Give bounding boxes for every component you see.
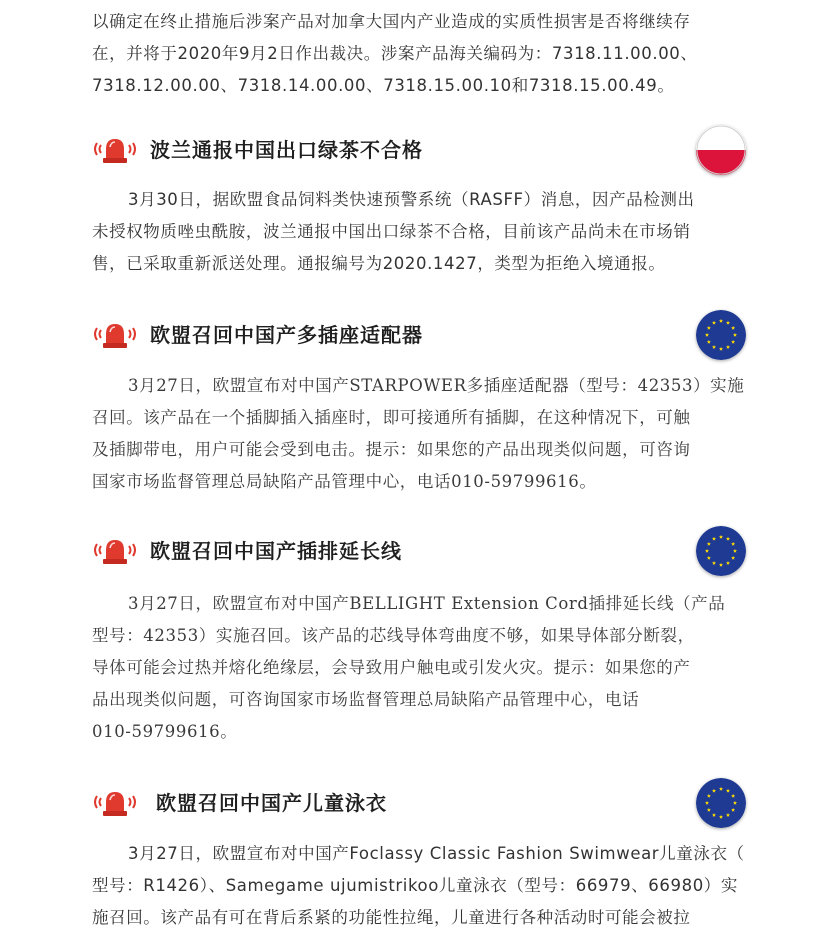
eu-flag-icon (696, 526, 746, 576)
body-line: 品出现类似问题，可咨询国家市场监督管理总局缺陷产品管理中心，电话 (92, 690, 640, 709)
intro-line: 以确定在终止措施后涉案产品对加拿大国内产业造成的实质性损害是否将继续存 (92, 12, 691, 31)
section-body-eu-swimwear (92, 838, 748, 934)
alarm-icon (92, 133, 138, 165)
body-line: 施召回。该产品有可在背后系紧的功能性拉绳，儿童进行各种活动时可能会被拉 (92, 908, 691, 927)
section-title: 欧盟召回中国产插排延长线 (150, 539, 402, 563)
section-body-eu-extension-cord (92, 588, 748, 748)
body-line: 型号：R1426）、Samegame ujumistrikoo儿童泳衣（型号：66979、66980）实 (92, 876, 738, 895)
section-header-eu-extension-cord (92, 526, 752, 576)
body-line: 导体可能会过热并熔化绝缘层，会导致用户触电或引发火灾。提示：如果您的产 (92, 658, 691, 677)
body-line: 3月27日，欧盟宣布对中国产BELLIGHT Extension Cord插排延长线（产品 (128, 594, 726, 613)
body-line: 3月27日，欧盟宣布对中国产STARPOWER多插座适配器（型号：42353）实施 (128, 376, 745, 395)
intro-line: 7318.12.00.00、7318.14.00.00、7318.15.00.10和7318.15.00.49。 (92, 76, 675, 95)
poland-flag-icon (696, 125, 746, 175)
section-title: 波兰通报中国出口绿茶不合格 (150, 138, 423, 162)
section-title: 欧盟召回中国产多插座适配器 (150, 323, 423, 347)
section-header-poland-tea (92, 125, 752, 175)
body-line: 未授权物质唑虫酰胺，波兰通报中国出口绿茶不合格，目前该产品尚未在市场销 (92, 222, 691, 241)
intro-paragraph (92, 6, 748, 102)
section-body-poland-tea (92, 184, 748, 280)
alarm-icon (92, 786, 138, 818)
body-line: 3月30日，据欧盟食品饲料类快速预警系统（RASFF）消息，因产品检测出 (128, 190, 695, 209)
alarm-icon (92, 534, 138, 566)
section-body-eu-adapter (92, 370, 748, 498)
body-line: 召回。该产品在一个插脚插入插座时，即可接通所有插脚，在这种情况下，可触 (92, 408, 691, 427)
body-line: 型号：42353）实施召回。该产品的芯线导体弯曲度不够，如果导体部分断裂， (92, 626, 695, 645)
body-line: 010-59799616。 (92, 722, 238, 741)
eu-flag-icon (696, 310, 746, 360)
section-header-eu-swimwear (92, 778, 752, 828)
body-line: 及插脚带电，用户可能会受到电击。提示：如果您的产品出现类似问题，可咨询 (92, 440, 691, 459)
intro-line: 在，并将于2020年9月2日作出裁决。涉案产品海关编码为：7318.11.00.00、 (92, 44, 698, 63)
body-line: 3月27日，欧盟宣布对中国产Foclassy Classic Fashion Swimwear儿童泳衣（ (128, 844, 745, 863)
body-line: 售，已采取重新派送处理。通报编号为2020.1427，类型为拒绝入境通报。 (92, 254, 666, 273)
body-line: 国家市场监督管理总局缺陷产品管理中心，电话010-59799616。 (92, 472, 597, 491)
section-header-eu-adapter (92, 310, 752, 360)
alarm-icon (92, 318, 138, 350)
eu-flag-icon (696, 778, 746, 828)
section-title: 欧盟召回中国产儿童泳衣 (156, 791, 387, 815)
